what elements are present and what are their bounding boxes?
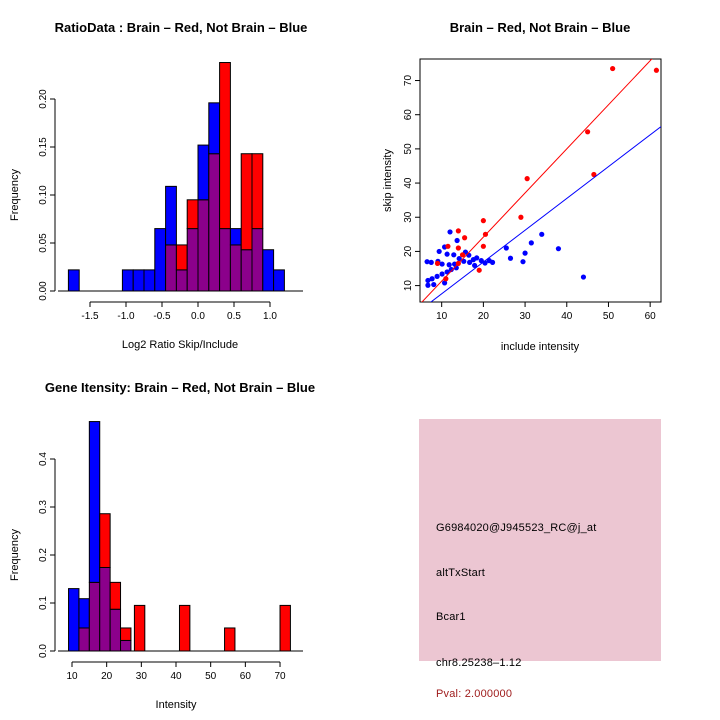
- x-tick-label: 1.0: [263, 311, 277, 322]
- scatter-point-blue: [447, 229, 452, 234]
- x-tick-label: 50: [602, 311, 615, 322]
- chart-title: RatioData : Brain – Red, Not Brain – Blue: [54, 20, 308, 35]
- event-type-text: altTxStart: [436, 567, 486, 579]
- x-tick-label: 60: [239, 671, 251, 682]
- scatter-point-blue: [425, 283, 430, 288]
- scatter-point-red: [654, 68, 659, 73]
- y-tick-label: 0.0: [38, 644, 49, 658]
- panel-ratio-histogram: [0, 0, 360, 360]
- histogram-bar-blue: [263, 250, 274, 291]
- histogram-bar-blue: [69, 589, 79, 651]
- y-axis-label: Frequency: [9, 529, 21, 581]
- panel-gene-info: [360, 360, 720, 720]
- histogram-bar-overlap: [176, 270, 187, 291]
- histogram-bar-red: [241, 154, 252, 250]
- scatter-point-red: [585, 129, 590, 134]
- x-tick-label: 20: [101, 671, 113, 682]
- histogram-bar-blue: [155, 229, 166, 291]
- gene-name-text: Bcar1: [436, 611, 466, 623]
- histogram-bar-overlap: [230, 245, 241, 291]
- y-tick-label: 0.10: [38, 185, 49, 205]
- x-tick-label: 50: [205, 671, 217, 682]
- histogram-bar-red: [187, 200, 198, 229]
- x-tick-label: 30: [135, 671, 147, 682]
- y-tick-label: 0.05: [38, 233, 49, 253]
- histogram-bar-red: [225, 628, 235, 651]
- chart-title: Brain – Red, Not Brain – Blue: [449, 20, 631, 35]
- scatter-point-blue: [539, 232, 544, 237]
- scatter-point-blue: [490, 260, 495, 265]
- histogram-bar-blue: [133, 270, 144, 291]
- x-axis-label: Intensity: [155, 699, 197, 711]
- histogram-bar-blue: [209, 103, 220, 154]
- histogram-bar-red: [179, 605, 189, 651]
- x-axis-label: Log2 Ratio Skip/Include: [121, 339, 239, 351]
- scatter-point-blue: [556, 246, 561, 251]
- scatter-point-red: [435, 261, 440, 266]
- x-tick-label: -0.5: [153, 311, 171, 322]
- y-tick-label: 30: [403, 211, 414, 223]
- locus-text: chr8.25238–1.12: [436, 657, 522, 669]
- x-tick-label: -1.5: [81, 311, 99, 322]
- scatter-point-blue: [445, 252, 450, 257]
- histogram-bar-blue: [274, 270, 285, 291]
- histogram-bar-red: [121, 628, 131, 640]
- x-tick-label: -1.0: [117, 311, 135, 322]
- scatter-point-red: [481, 218, 486, 223]
- scatter-point-blue: [466, 253, 471, 258]
- histogram-bar-overlap: [220, 229, 231, 291]
- scatter-point-blue: [439, 261, 444, 266]
- histogram-bar-red: [220, 63, 231, 229]
- histogram-bar-red: [100, 514, 110, 568]
- histogram-bar-blue: [122, 270, 133, 291]
- scatter-point-blue: [581, 274, 586, 279]
- histogram-bar-blue: [144, 270, 155, 291]
- x-tick-label: 30: [519, 311, 531, 322]
- y-tick-label: 0.15: [38, 137, 49, 157]
- scatter-point-blue: [451, 252, 456, 257]
- x-tick-label: 10: [66, 671, 78, 682]
- scatter-point-blue: [431, 282, 436, 287]
- scatter-point-blue: [447, 262, 452, 267]
- y-tick-label: 0.4: [38, 452, 49, 466]
- histogram-bar-overlap: [79, 628, 89, 651]
- histogram-bar-red: [280, 605, 290, 651]
- scatter-point-blue: [474, 255, 479, 260]
- intensity-scatter-chart: [360, 0, 720, 360]
- panel-gene-intensity-histogram: [0, 360, 360, 720]
- red-fit-line: [420, 49, 661, 304]
- histogram-bar-red: [252, 154, 263, 229]
- y-tick-label: 0.00: [38, 281, 49, 301]
- y-tick-label: 40: [403, 177, 414, 189]
- scatter-point-blue: [429, 276, 434, 281]
- y-tick-label: 60: [403, 109, 414, 121]
- y-tick-label: 20: [403, 245, 414, 257]
- histogram-bar-blue: [79, 599, 89, 628]
- scatter-point-red: [456, 228, 461, 233]
- x-tick-label: 20: [477, 311, 489, 322]
- histogram-bar-blue: [198, 145, 209, 200]
- pval-text: Pval: 2.000000: [436, 688, 513, 700]
- x-tick-label: 0.0: [191, 311, 205, 322]
- histogram-bar-overlap: [89, 582, 99, 651]
- histogram-bar-red: [134, 605, 144, 651]
- scatter-point-red: [445, 244, 450, 249]
- scatter-point-blue: [529, 240, 534, 245]
- histogram-bar-overlap: [187, 229, 198, 291]
- scatter-point-red: [481, 244, 486, 249]
- scatter-point-blue: [455, 238, 460, 243]
- y-axis-label: skip intensity: [382, 149, 394, 212]
- scatter-point-red: [525, 176, 530, 181]
- scatter-point-blue: [434, 274, 439, 279]
- histogram-bar-blue: [230, 229, 241, 245]
- histogram-bar-red: [110, 582, 120, 609]
- scatter-point-blue: [429, 260, 434, 265]
- scatter-point-red: [518, 215, 523, 220]
- y-tick-label: 50: [403, 143, 414, 155]
- scatter-point-blue: [508, 256, 513, 261]
- y-tick-label: 0.20: [38, 89, 49, 109]
- y-tick-label: 10: [403, 280, 414, 292]
- histogram-bar-overlap: [241, 250, 252, 291]
- histogram-bar-overlap: [110, 609, 120, 651]
- histogram-bar-overlap: [100, 567, 110, 651]
- x-tick-label: 60: [644, 311, 656, 322]
- y-tick-label: 0.3: [38, 500, 49, 514]
- histogram-bar-blue: [89, 422, 99, 583]
- probe-id-text: G6984020@J945523_RC@j_at: [436, 522, 597, 534]
- gene-info-box: [419, 419, 661, 700]
- histogram-bar-red: [176, 245, 187, 270]
- chart-title: Gene Itensity: Brain – Red, Not Brain – Blue: [44, 380, 316, 395]
- scatter-point-red: [462, 235, 467, 240]
- x-tick-label: 0.5: [227, 311, 241, 322]
- x-tick-label: 70: [274, 671, 286, 682]
- x-tick-label: 10: [436, 311, 448, 322]
- y-tick-label: 0.2: [38, 548, 49, 562]
- scatter-point-red: [610, 66, 615, 71]
- y-tick-label: 0.1: [38, 596, 49, 610]
- scatter-point-red: [477, 268, 482, 273]
- y-axis-label: Frequency: [9, 169, 21, 221]
- scatter-point-blue: [520, 259, 525, 264]
- panel-intensity-scatter: [360, 0, 720, 360]
- histogram-bar-overlap: [209, 154, 220, 291]
- x-axis-label: include intensity: [500, 341, 580, 353]
- histogram-bar-overlap: [252, 229, 263, 291]
- scatter-point-blue: [437, 249, 442, 254]
- scatter-point-blue: [439, 271, 444, 276]
- histogram-bar-overlap: [166, 245, 177, 291]
- scatter-point-blue: [522, 251, 527, 256]
- x-tick-label: 40: [170, 671, 182, 682]
- histogram-bar-blue: [68, 270, 79, 291]
- scatter-point-red: [456, 245, 461, 250]
- y-tick-label: 70: [403, 74, 414, 87]
- histogram-bar-blue: [166, 186, 177, 245]
- x-tick-label: 40: [561, 311, 573, 322]
- histogram-bar-overlap: [121, 640, 131, 651]
- blue-fit-line: [420, 127, 661, 311]
- gene-intensity-histogram-chart: [0, 360, 360, 720]
- histogram-bar-overlap: [198, 200, 209, 291]
- ratio-histogram-chart: [0, 0, 360, 360]
